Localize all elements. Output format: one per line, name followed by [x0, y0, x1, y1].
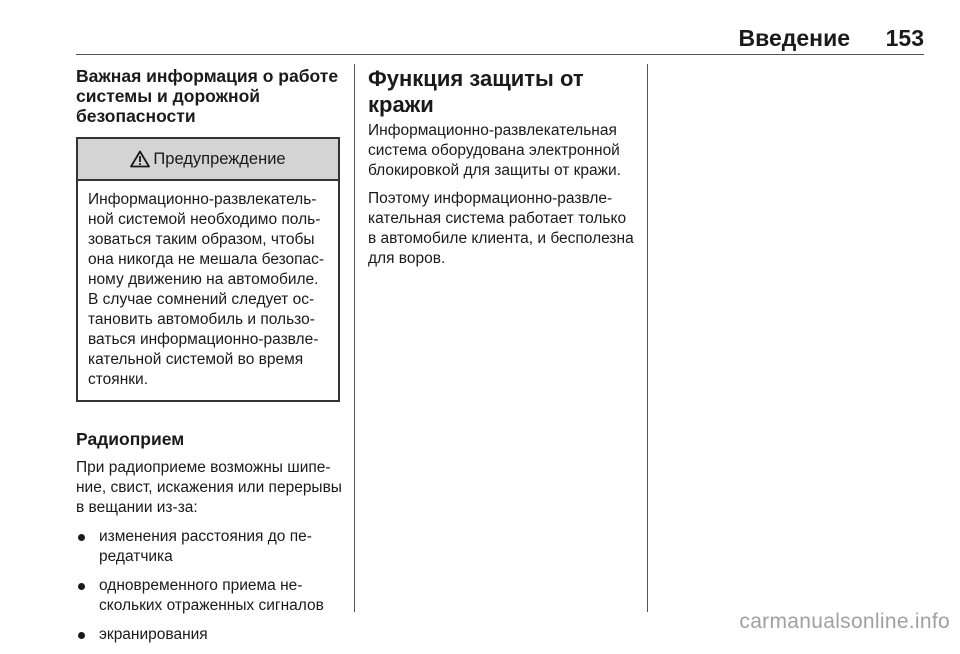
- header-rule: [76, 54, 924, 55]
- middle-column: [368, 66, 638, 269]
- warning-box: [76, 137, 340, 402]
- page-number: 153: [885, 25, 924, 51]
- radio-section-title: Радиоприем: [76, 429, 185, 449]
- chapter-title: Введение: [738, 25, 850, 51]
- warning-header: [78, 139, 338, 181]
- left-column: [76, 66, 348, 654]
- list-item: [76, 527, 348, 567]
- list-item: [76, 576, 348, 616]
- bullet-icon: [78, 534, 85, 541]
- theft-protection-para-1: Информационно-развлекательная система оборудована электронной блокировкой для защиты от кражи.: [368, 122, 621, 179]
- list-item-text: изменения расстояния до передатчика: [99, 528, 312, 565]
- theft-protection-para-2: Поэтому информационно-развлекательная система работает только в автомобиле клиента, и бесполезна для воров.: [368, 190, 634, 267]
- radio-intro: При радиоприеме возможны шипение, свист, искажения или перерывы в вещании из-за:: [76, 459, 342, 516]
- warning-triangle-icon: [130, 150, 150, 168]
- watermark: carmanualsonline.info: [739, 610, 950, 633]
- list-item-text: одновременного приема нескольких отраженных сигналов: [99, 577, 324, 614]
- radio-bullet-list: [76, 527, 348, 645]
- bullet-icon: [78, 632, 85, 639]
- warning-text: Информационно-развлекательной системой необходимо пользоваться таким образом, чтобы она никогда не мешала безопасному движению на автомобиле. В случае сомнений следует остановить автомобиль и пользоваться информационно-развлекательной системой во время стоянки.: [88, 191, 325, 388]
- warning-heading: Предупреждение: [153, 149, 286, 168]
- list-item-text: экранирования: [99, 626, 208, 643]
- list-item: [76, 625, 348, 645]
- column-divider: [354, 64, 355, 612]
- theft-protection-title: Функция защиты от кражи: [368, 66, 584, 117]
- bullet-icon: [78, 583, 85, 590]
- section-title: Важная информация о работе системы и дорожной безопасности: [76, 66, 339, 126]
- column-divider: [647, 64, 648, 612]
